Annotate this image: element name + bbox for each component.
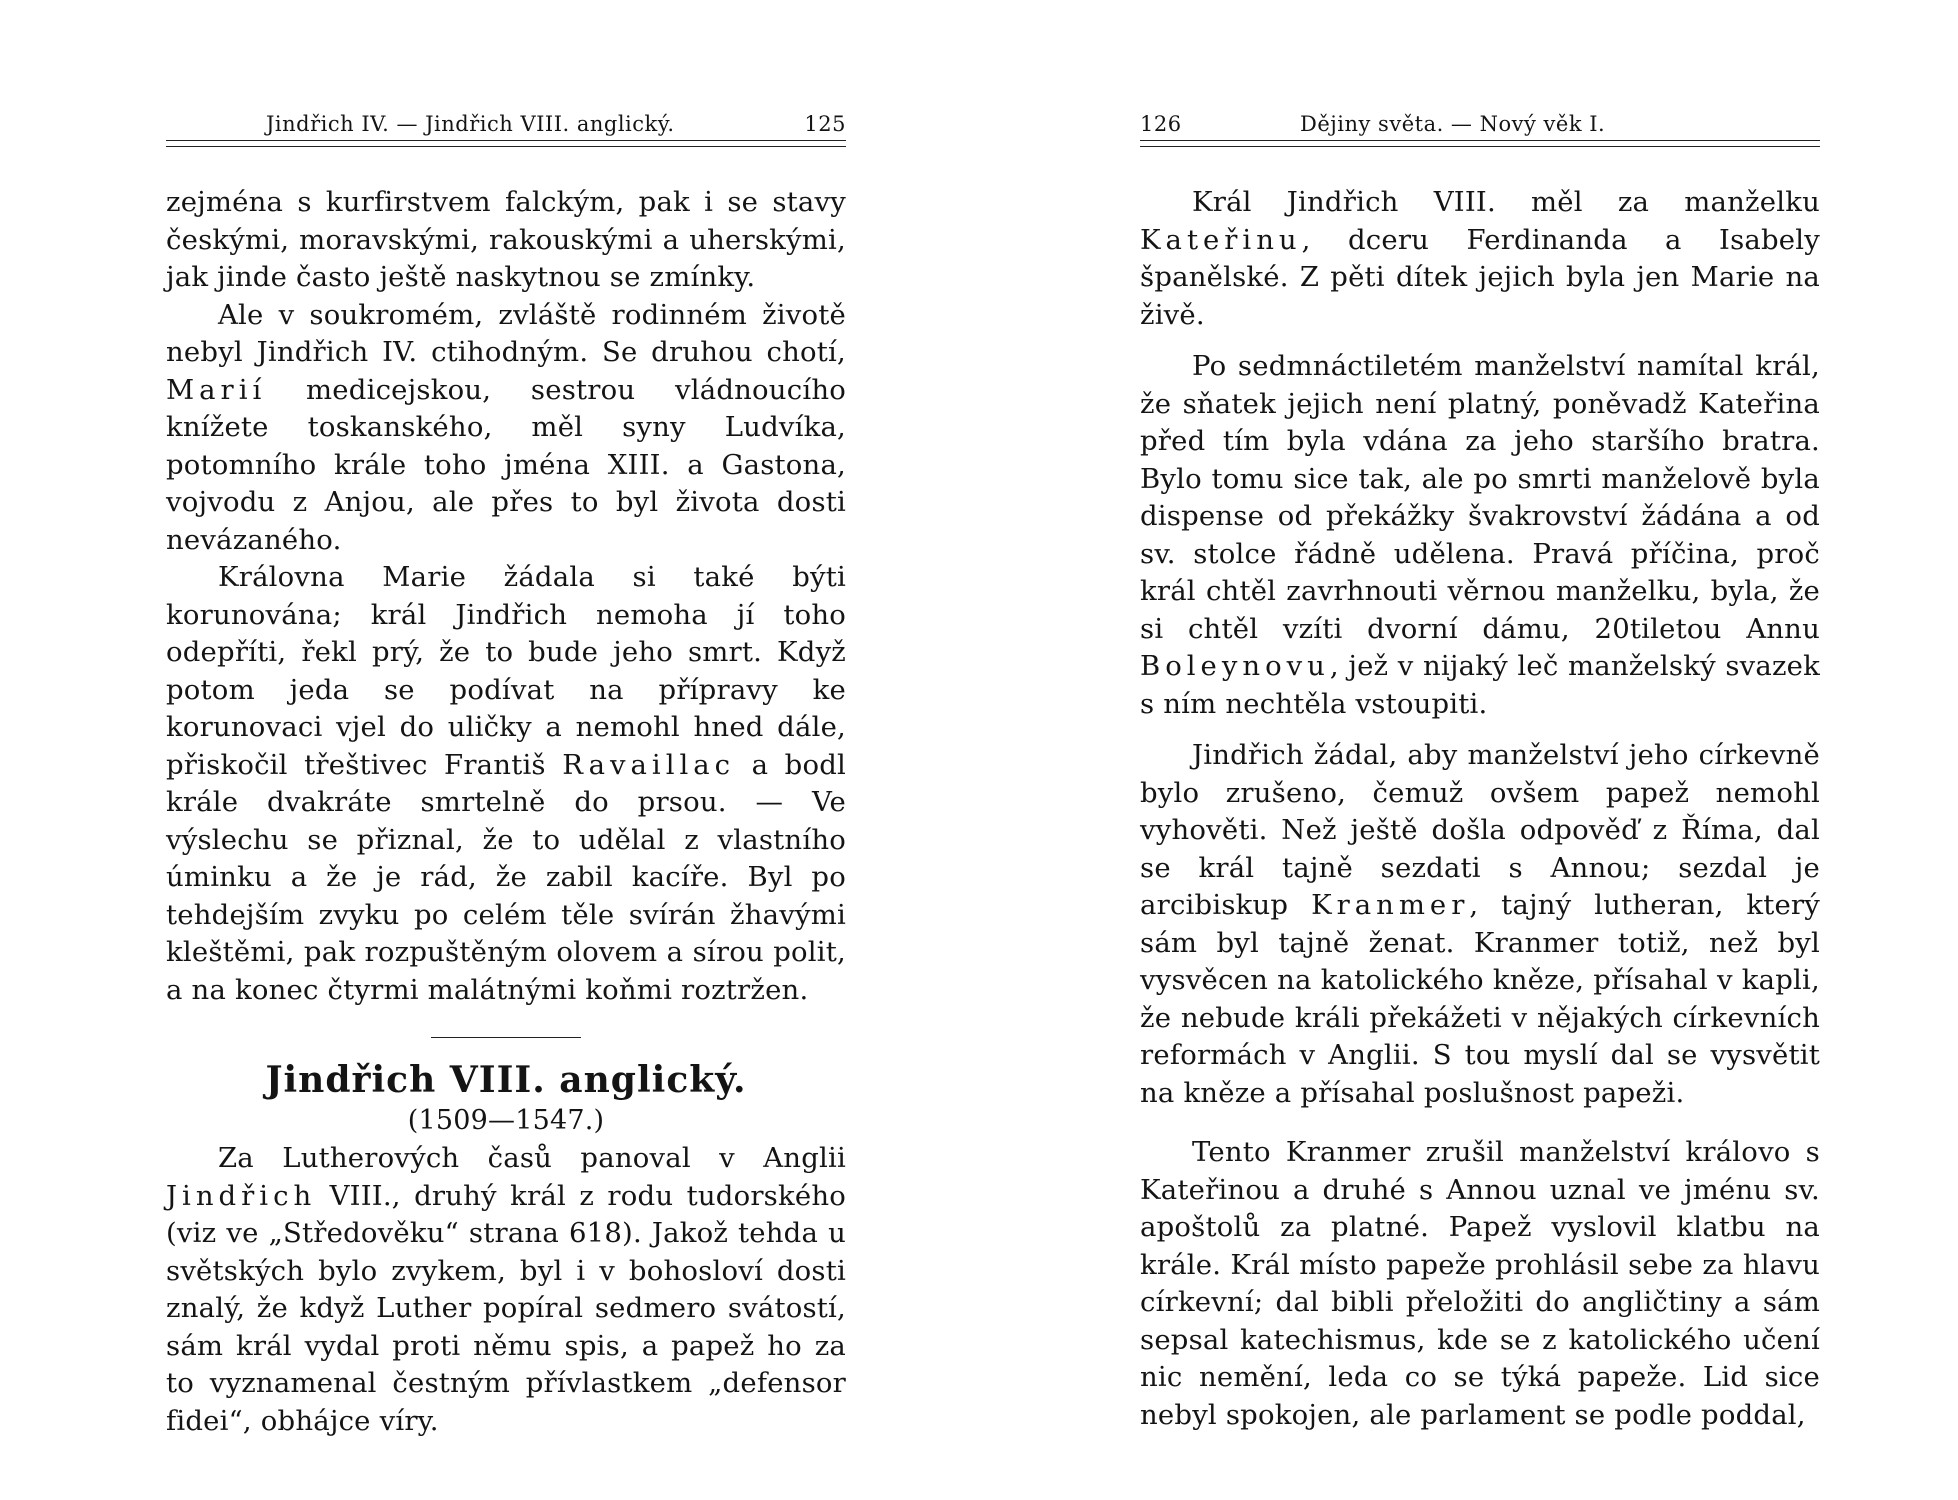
paragraph: Ale v soukromém, zvláště rodinném životě nebyl Jindřich IV. ctihodným. Se druhou chotí, Marií medicejskou, sestrou vládnoucího knížete toskanského, měl syny Ludvíka, potomního krále toho jména XIII. a Gastona, vojvodu z Anjou, ale přes to byl života dosti nevázaného. <box>166 298 846 556</box>
header-title: Dějiny světa. — Nový věk I. <box>1300 112 1606 136</box>
right-page <box>1140 0 1820 1500</box>
header-rule <box>1140 146 1820 147</box>
emphasized-name: Boleynovu <box>1140 650 1330 682</box>
header-rule <box>166 146 846 147</box>
paragraph: Tento Kranmer zrušil manželství královo s Kateřinou a druhé s Annou uznal ve jménu sv. apoštolů za platné. Papež vyslovil klatbu na krále. Král místo papeže prohlásil sebe za hlavu církevní; dal bibli přeložiti do angličtiny a sám sepsal katechismus, kde se z katolického učení nic nemění, leda co se týká papeže. Lid sice nebyl spokojen, ale parlament se podle poddal, <box>1140 1136 1820 1431</box>
emphasized-name: Jindřich <box>166 1179 317 1212</box>
section-dates: (1509—1547.) <box>407 1105 605 1136</box>
paragraph: Jindřich žádal, aby manželství jeho církevně bylo zrušeno, čemuž ovšem papež nemohl vyhověti. Než ještě došla odpověď z Říma, dal se král tajně sezdati s Annou; sezdal je arcibiskup Kranmer, tajný lutheran, který sám byl tajně ženat. Kranmer totiž, než byl vysvěcen na katolického kněze, přísahal v kapli, že nebude králi překážeti v nějakých církevních reformách v Anglii. S tou myslí dal se vysvětit na kněze a přísahal poslušnost papeži. <box>1140 739 1821 1109</box>
paragraph: Královna Marie žádala si také býti korunována; král Jindřich nemoha jí toho odepříti, řekl prý, že to bude jeho smrt. Když potom jeda se podívat na přípravy ke korunovaci vjel do uličky a nemohl hned dále, přiskočil třeštivec Františ Ravaillac a bodl krále dvakráte smrtelně do prsou. — Ve výslechu se přiznal, že to udělal z vlastního úminku a že je rád, že zabil kacíře. Byl po tehdejším zvyku po celém těle svírán žhavými kleštěmi, pak rozpuštěným olovem a sírou polit, a na konec čtyrmi malátnými koňmi roztržen. <box>166 561 846 1006</box>
section-divider <box>431 1037 581 1038</box>
header-rule <box>1140 140 1820 141</box>
page-number: 125 <box>804 112 846 136</box>
paragraph: Po sedmnáctiletém manželství namítal král, že sňatek jejich není platný, poněvadž Kateřina před tím byla vdána za jeho staršího bratra. Bylo tomu sice tak, ale po smrti manželově byla dispense od překážky švakrovství žádána a od sv. stolce řádně udělena. Pravá příčina, proč král chtěl zavrhnouti věrnou manželku, byla, že si chtěl vzíti dvorní dámu, 20tiletou Annu Boleynovu, jež v nijaký leč manželský svazek s ním nechtěla vstoupiti. <box>1140 350 1820 720</box>
header-rule <box>166 140 846 141</box>
emphasized-name: Marií <box>166 373 267 406</box>
emphasized-name: Kranmer <box>1311 889 1470 921</box>
paragraph: zejména s kurfirstvem falckým, pak i se stavy českými, moravskými, rakouskými a uherskými, jak jinde často ještě naskytnou se zmínky. <box>166 186 846 293</box>
page-number: 126 <box>1140 112 1182 136</box>
body-text <box>166 184 846 1440</box>
paragraph: Za Lutherových časů panoval v Anglii Jindřich VIII., druhý král z rodu tudorského (viz ve „Středověku“ strana 618). Jakož tehda u světských bylo zvykem, byl i v bohosloví dosti znalý, že když Luther popíral sedmero svátostí, sám král vydal proti němu spis, a papež ho za to vyznamenal čestným přívlastkem „defensor fidei“, obhájce víry. <box>166 1142 846 1437</box>
header-title: Jindřich IV. — Jindřich VIII. anglický. <box>266 112 675 136</box>
emphasized-name: Ravaillac <box>562 748 736 781</box>
paragraph: Král Jindřich VIII. měl za manželku Kateřinu, dceru Ferdinanda a Isabely španělské. Z pěti dítek jejich byla jen Marie na živě. <box>1140 186 1820 331</box>
body-text <box>1140 184 1820 1434</box>
section-title: Jindřich VIII. anglický. <box>265 1059 747 1101</box>
left-page <box>166 0 846 1500</box>
emphasized-name: Kateřinu <box>1140 223 1302 256</box>
